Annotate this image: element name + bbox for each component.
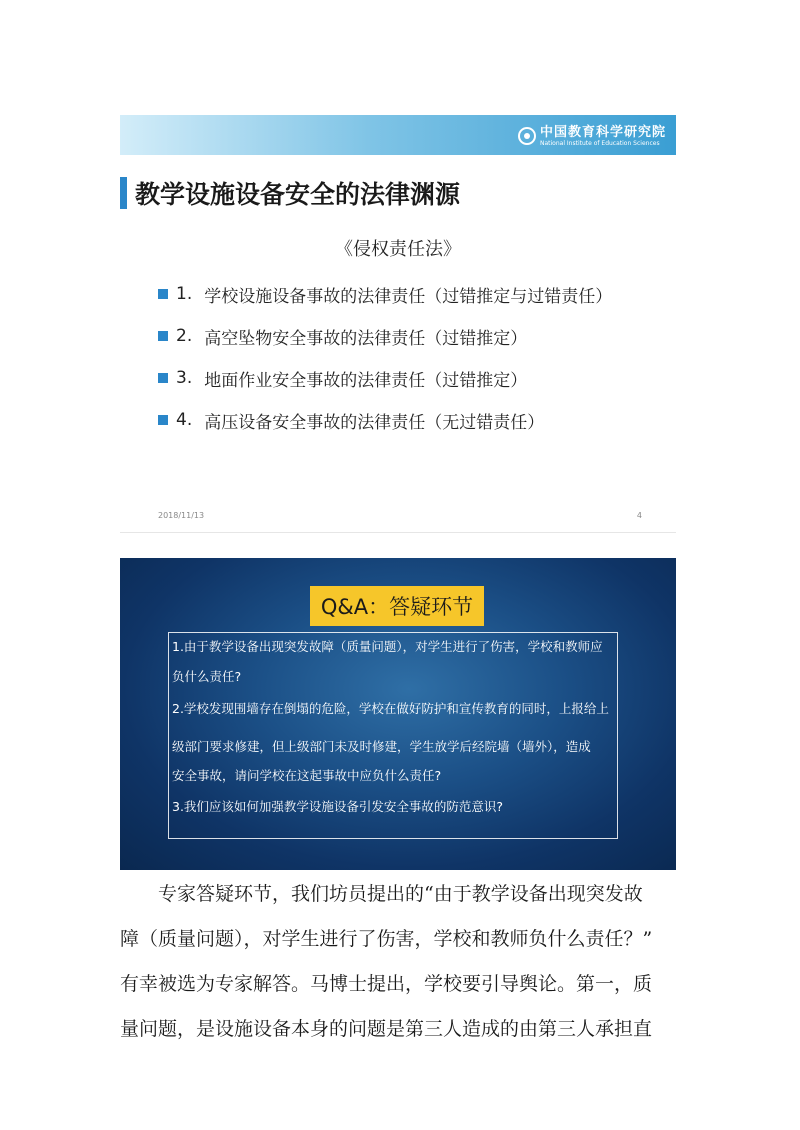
list-item — [158, 399, 612, 441]
slide-qa — [120, 558, 676, 870]
item-text: 地面作业安全事故的法律责任（过错推定） — [204, 370, 528, 391]
law-subtitle: 《侵权责任法》 — [335, 239, 461, 260]
paragraph-line: 障（质量问题），对学生进行了伤害，学校和教师负什么责任？” — [120, 928, 653, 950]
list-item — [158, 315, 612, 357]
item-number: 2. — [176, 326, 193, 346]
slide-title: 教学设施设备安全的法律渊源 — [135, 180, 461, 209]
qa-title: Q&A：答疑环节 — [310, 586, 484, 626]
square-bullet-icon — [158, 415, 168, 425]
list-item — [158, 357, 612, 399]
square-bullet-icon — [158, 289, 168, 299]
item-number: 3. — [176, 368, 193, 388]
question-line: 级部门要求修建，但上级部门未及时修建，学生放学后经院墙（墙外），造成 — [172, 739, 591, 754]
paragraph-line: 量问题，是设施设备本身的问题是第三人造成的由第三人承担直 — [120, 1018, 653, 1040]
title-accent-bar — [120, 177, 127, 209]
slide-legal-sources — [120, 115, 676, 533]
question-line: 2.学校发现围墙存在倒塌的危险，学校在做好防护和宣传教育的同时，上报给上 — [172, 701, 609, 716]
question-line: 安全事故，请问学校在这起事故中应负什么责任? — [172, 768, 442, 783]
header-banner — [120, 115, 676, 155]
body-paragraph — [120, 872, 690, 1052]
logo-english-name: National Institute of Education Sciences — [539, 139, 660, 147]
question-line: 1.由于教学设备出现突发故障（质量问题），对学生进行了伤害，学校和教师应 — [172, 639, 603, 654]
list-item — [158, 273, 612, 315]
slide-footer-divider — [120, 532, 676, 533]
item-text: 高空坠物安全事故的法律责任（过错推定） — [204, 328, 528, 349]
logo-chinese-name: 中国教育科学研究院 — [539, 124, 666, 140]
question-line: 3.我们应该如何加强教学设施设备引发安全事故的防范意识? — [172, 799, 504, 814]
slide-page-number: 4 — [636, 511, 642, 520]
item-number: 4. — [176, 410, 193, 430]
item-text: 高压设备安全事故的法律责任（无过错责任） — [204, 412, 545, 433]
item-number: 1. — [176, 284, 193, 304]
slide-date: 2018/11/13 — [158, 511, 205, 520]
paragraph-line: 专家答疑环节，我们坊员提出的“由于教学设备出现突发故 — [158, 883, 643, 905]
square-bullet-icon — [158, 373, 168, 383]
question-line: 负什么责任? — [172, 669, 242, 684]
institute-logo — [518, 123, 666, 149]
paragraph-line: 有幸被选为专家解答。马博士提出，学校要引导舆论。第一，质 — [120, 973, 653, 995]
emblem-icon — [518, 127, 536, 145]
item-text: 学校设施设备事故的法律责任（过错推定与过错责任） — [204, 286, 613, 307]
square-bullet-icon — [158, 331, 168, 341]
legal-items-list — [158, 273, 612, 441]
